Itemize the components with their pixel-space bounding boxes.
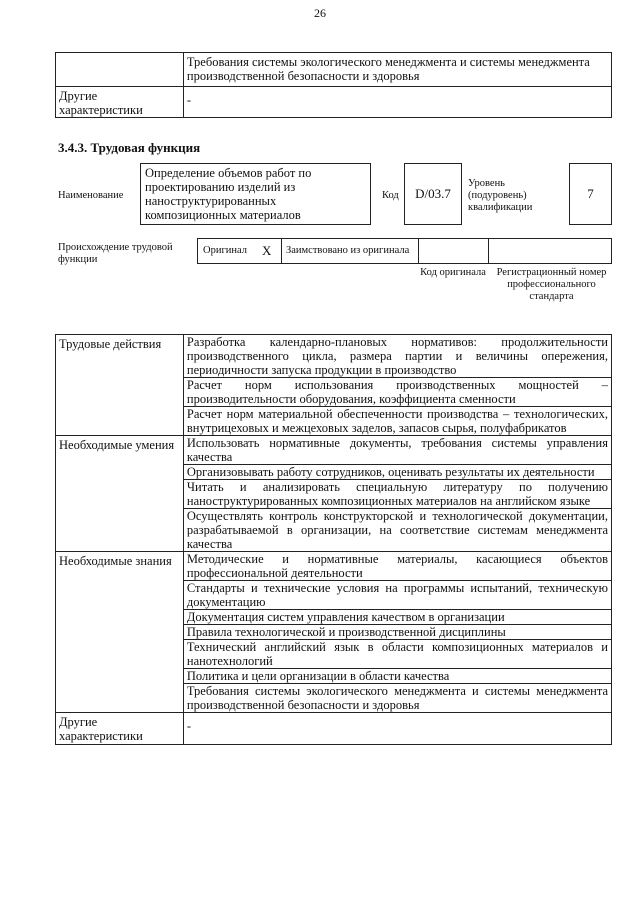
origin-label: Происхождение трудовой функции [58, 242, 173, 265]
action-item-3: Расчет норм материальной обеспеченности производства – технологических, внутрицеховых и межцеховых заделов, запасов сырья, полуфабрикатов [183, 407, 611, 436]
name-value: Определение объемов работ по проектированию изделий из наноструктурированных композиционных материалов [145, 166, 312, 222]
knowledge-item-1: Методические и нормативные материалы, касающиеся объектов профессиональной деятельности [183, 552, 611, 581]
original-mark: X [262, 243, 272, 258]
origin-divider-3 [488, 238, 489, 264]
top-other-label: Другие характеристики [56, 87, 184, 118]
action-item-2: Расчет норм использования производственных мощностей – производительности оборудования, коэффициента сменности [183, 378, 611, 407]
knowledge-label: Необходимые знания [56, 552, 184, 713]
skill-item-3: Читать и анализировать специальную литературу по получению наноструктурированных композиционных материалов на английском языке [183, 480, 611, 509]
top-table [55, 52, 612, 118]
skills-label: Необходимые умения [56, 436, 184, 552]
level-label: Уровень (подуровень) квалификации [468, 178, 533, 213]
knowledge-item-3: Документация систем управления качеством в организации [183, 610, 611, 625]
main-table [55, 334, 612, 745]
actions-label: Трудовые действия [56, 335, 184, 436]
knowledge-item-6: Политика и цели организации в области качества [183, 669, 611, 684]
other-value: - [183, 713, 611, 745]
other-label: Другие характеристики [56, 713, 184, 745]
top-cont-text: Требования системы экологического менеджмента и системы менеджмента производственной безопасности и здоровья [183, 53, 611, 87]
origin-divider-2 [418, 238, 419, 264]
reg-caption: Регистрационный номер профессионального стандарта [496, 267, 607, 302]
knowledge-item-5: Технический английский язык в области композиционных материалов и нанотехнологий [183, 640, 611, 669]
action-item-1: Разработка календарно-плановых нормативов: продолжительности производственного цикла, размера партии и величины опережения, периодичности запуска продукции в производство [183, 335, 611, 378]
code-label: Код [382, 190, 399, 201]
top-other-value: - [183, 87, 611, 118]
skill-item-1: Использовать нормативные документы, требования системы управления качества [183, 436, 611, 465]
code-value: D/03.7 [415, 186, 451, 201]
page-number: 26 [314, 6, 326, 20]
skill-item-2: Организовывать работу сотрудников, оценивать результаты их деятельности [183, 465, 611, 480]
code-caption: Код оригинала [420, 267, 486, 278]
knowledge-item-2: Стандарты и технические условия на программы испытаний, техническую документацию [183, 581, 611, 610]
knowledge-item-4: Правила технологической и производственной дисциплины [183, 625, 611, 640]
name-label: Наименование [58, 190, 124, 201]
origin-divider-1 [281, 238, 282, 264]
original-label: Оригинал [203, 245, 247, 256]
skill-item-4: Осуществлять контроль конструкторской и технологической документации, разрабатываемой в организации, на соответствие системам менеджмента качества [183, 509, 611, 552]
knowledge-item-7: Требования системы экологического менеджмента и системы менеджмента производственной безопасности и здоровья [183, 684, 611, 713]
level-value: 7 [587, 186, 594, 201]
top-empty-cell [56, 53, 184, 87]
borrowed-label: Заимствовано из оригинала [286, 245, 410, 256]
section-title: 3.4.3. Трудовая функция [58, 140, 201, 155]
